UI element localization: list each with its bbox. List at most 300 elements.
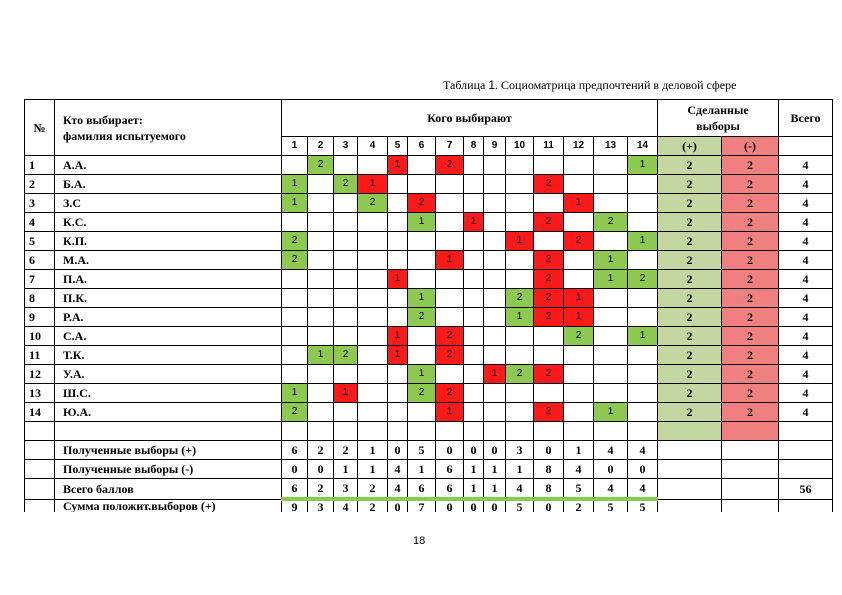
row-minus: 2 [722,213,779,232]
matrix-cell: 1 [564,289,594,308]
matrix-cell [408,232,436,251]
summary-row [25,460,833,479]
matrix-cell [436,213,464,232]
table-row [25,213,833,232]
matrix-cell: 2 [436,346,464,365]
matrix-cell [464,194,484,213]
empty-cell [506,422,534,441]
row-total: 4 [779,175,833,194]
matrix-cell [408,403,436,422]
summary-value: 1 [506,460,534,479]
summary-value: 4 [628,479,658,500]
table-row [25,384,833,403]
row-total: 4 [779,270,833,289]
matrix-cell [564,213,594,232]
matrix-cell: 2 [282,232,308,251]
matrix-cell [594,232,628,251]
empty-cell [564,422,594,441]
page-number: 18 [413,535,426,547]
matrix-cell [464,403,484,422]
matrix-cell [358,289,388,308]
summary-value: 1 [464,460,484,479]
matrix-cell [334,270,358,289]
matrix-cell [506,194,534,213]
row-total: 4 [779,365,833,384]
matrix-cell [564,156,594,175]
matrix-cell [388,403,408,422]
matrix-cell: 1 [594,403,628,422]
matrix-cell [436,194,464,213]
header-made-line2: выборы [696,119,740,133]
matrix-cell: 1 [594,251,628,270]
row-name: Ю.А. [55,403,282,422]
row-number: 5 [25,232,55,251]
matrix-cell: 2 [282,403,308,422]
matrix-cell [308,308,334,327]
summary-value: 8 [534,460,564,479]
header-who-line1: Кто выбирает: [63,112,143,127]
row-minus: 2 [722,232,779,251]
summary-row [25,441,833,460]
matrix-cell [534,232,564,251]
matrix-cell: 2 [534,365,564,384]
matrix-cell [484,156,506,175]
row-name: П.А. [55,270,282,289]
summary-value: 5 [506,499,534,512]
column-number: 4 [358,137,388,156]
column-number: 7 [436,137,464,156]
matrix-cell: 1 [436,403,464,422]
summary-value: 0 [534,441,564,460]
row-name: Р.А. [55,308,282,327]
row-number: 8 [25,289,55,308]
matrix-cell: 1 [282,194,308,213]
row-minus: 2 [722,346,779,365]
header-total-blank [779,137,833,156]
header-total: Всего [779,100,833,137]
matrix-cell: 2 [534,270,564,289]
table-row [25,194,833,213]
column-number: 5 [388,137,408,156]
summary-blank [25,460,55,479]
matrix-cell: 2 [436,384,464,403]
matrix-cell [308,251,334,270]
matrix-cell [358,346,388,365]
matrix-cell: 1 [282,384,308,403]
row-name: З.С [55,194,282,213]
matrix-cell [334,232,358,251]
matrix-cell: 1 [408,213,436,232]
row-number: 3 [25,194,55,213]
row-total: 4 [779,232,833,251]
matrix-cell [484,403,506,422]
header-row-1 [25,100,833,137]
matrix-cell [464,346,484,365]
matrix-cell [628,213,658,232]
row-plus: 2 [658,403,722,422]
matrix-cell [388,308,408,327]
matrix-cell [628,289,658,308]
row-number: 7 [25,270,55,289]
matrix-cell [484,232,506,251]
row-plus: 2 [658,327,722,346]
summary-value: 3 [308,499,334,512]
summary-value: 6 [282,441,308,460]
summary-empty [658,499,722,512]
matrix-cell: 1 [484,365,506,384]
caption-prefix: Таблица [443,78,489,92]
caption-text: . Социоматрица предпочтений в деловой сфере [495,78,737,92]
row-minus: 2 [722,156,779,175]
matrix-cell [506,270,534,289]
row-total: 4 [779,213,833,232]
summary-value: 0 [534,499,564,512]
row-plus: 2 [658,194,722,213]
matrix-cell [436,270,464,289]
matrix-cell: 2 [534,175,564,194]
summary-empty [658,441,722,460]
column-number: 9 [484,137,506,156]
matrix-cell: 2 [534,403,564,422]
summary-total [779,441,833,460]
matrix-cell: 1 [388,327,408,346]
matrix-cell [464,289,484,308]
summary-value: 0 [308,460,334,479]
row-minus: 2 [722,270,779,289]
empty-cell [55,422,282,441]
row-plus: 2 [658,156,722,175]
row-number: 9 [25,308,55,327]
summary-value: 4 [388,479,408,500]
summary-value: 2 [334,441,358,460]
summary-label: Всего баллов [55,479,282,500]
matrix-cell [358,251,388,270]
row-name: П.К. [55,289,282,308]
column-number: 13 [594,137,628,156]
summary-blank [25,479,55,500]
matrix-cell [564,270,594,289]
summary-value: 0 [388,441,408,460]
matrix-cell [334,194,358,213]
matrix-cell [594,327,628,346]
summary-blank [25,441,55,460]
matrix-cell [534,194,564,213]
summary-value: 1 [358,441,388,460]
matrix-cell [594,384,628,403]
matrix-cell [358,327,388,346]
matrix-cell [484,213,506,232]
row-total: 4 [779,327,833,346]
row-total: 4 [779,346,833,365]
matrix-cell [408,346,436,365]
table-row [25,365,833,384]
matrix-cell [388,194,408,213]
summary-empty [722,441,779,460]
summary-value: 2 [564,499,594,512]
matrix-cell [334,308,358,327]
matrix-cell [308,289,334,308]
row-number: 6 [25,251,55,270]
row-number: 1 [25,156,55,175]
matrix-cell [506,251,534,270]
matrix-cell [464,156,484,175]
matrix-cell [464,251,484,270]
row-minus: 2 [722,384,779,403]
empty-cell [25,422,55,441]
row-minus: 2 [722,289,779,308]
matrix-cell [628,175,658,194]
column-number: 12 [564,137,594,156]
matrix-cell [334,213,358,232]
table-row [25,175,833,194]
matrix-cell: 1 [388,270,408,289]
table-row [25,403,833,422]
summary-value: 1 [484,479,506,500]
summary-value: 2 [358,499,388,512]
matrix-cell [628,251,658,270]
row-name: У.А. [55,365,282,384]
matrix-cell [464,365,484,384]
matrix-cell: 2 [534,289,564,308]
matrix-cell [594,175,628,194]
matrix-cell: 1 [594,270,628,289]
empty-cell [282,422,308,441]
row-name: К.С. [55,213,282,232]
matrix-cell: 2 [308,156,334,175]
matrix-cell [594,156,628,175]
matrix-cell [308,270,334,289]
empty-cell [722,422,779,441]
matrix-cell: 1 [388,156,408,175]
summary-blank [25,499,55,512]
summary-value: 0 [628,460,658,479]
matrix-cell: 2 [534,251,564,270]
row-name: Б.А. [55,175,282,194]
header-plus: (+) [658,137,722,156]
row-number: 10 [25,327,55,346]
summary-value: 5 [408,441,436,460]
matrix-cell [628,384,658,403]
matrix-cell [408,270,436,289]
matrix-cell [594,289,628,308]
row-plus: 2 [658,289,722,308]
summary-total [779,499,833,512]
matrix-cell [436,365,464,384]
matrix-cell: 2 [408,308,436,327]
header-whom-chosen: Кого выбирают [282,100,658,137]
matrix-cell [282,308,308,327]
summary-empty [722,479,779,500]
matrix-cell [506,384,534,403]
matrix-cell [506,213,534,232]
table-row [25,289,833,308]
row-total: 4 [779,384,833,403]
matrix-cell [308,403,334,422]
matrix-cell: 2 [594,213,628,232]
summary-value: 6 [436,460,464,479]
matrix-cell [506,175,534,194]
row-minus: 2 [722,194,779,213]
matrix-cell [334,251,358,270]
row-total: 4 [779,403,833,422]
matrix-cell: 2 [506,289,534,308]
column-number: 1 [282,137,308,156]
matrix-cell [484,384,506,403]
matrix-cell [388,175,408,194]
row-name: Т.К. [55,346,282,365]
matrix-cell [564,403,594,422]
summary-value: 0 [464,499,484,512]
matrix-cell [484,175,506,194]
summary-value: 5 [628,499,658,512]
summary-value: 0 [484,499,506,512]
matrix-cell [334,289,358,308]
row-total: 4 [779,156,833,175]
column-number: 10 [506,137,534,156]
row-number: 4 [25,213,55,232]
summary-value: 8 [534,479,564,500]
column-number: 3 [334,137,358,156]
matrix-cell: 2 [534,308,564,327]
matrix-cell [388,365,408,384]
matrix-cell: 2 [564,232,594,251]
summary-row [25,499,833,512]
matrix-cell: 1 [334,384,358,403]
summary-value: 4 [594,479,628,500]
matrix-cell [628,403,658,422]
empty-cell [534,422,564,441]
row-number: 13 [25,384,55,403]
row-plus: 2 [658,308,722,327]
empty-cell [408,422,436,441]
summary-empty [658,479,722,500]
table-caption [443,78,736,93]
summary-value: 1 [358,460,388,479]
empty-cell [594,422,628,441]
separator-row [25,422,833,441]
matrix-cell [282,213,308,232]
header-minus: (-) [722,137,779,156]
summary-row [25,479,833,500]
summary-value: 4 [334,499,358,512]
matrix-cell: 1 [506,232,534,251]
row-total: 4 [779,194,833,213]
row-plus: 2 [658,270,722,289]
matrix-cell [308,213,334,232]
matrix-cell [358,384,388,403]
summary-value: 1 [464,479,484,500]
header-who-chooses [55,100,282,156]
matrix-cell: 1 [358,175,388,194]
summary-empty [722,460,779,479]
matrix-cell [282,289,308,308]
empty-cell [388,422,408,441]
matrix-cell: 2 [628,270,658,289]
table-row [25,308,833,327]
row-total: 4 [779,251,833,270]
matrix-cell [484,270,506,289]
matrix-cell [358,403,388,422]
row-total: 4 [779,308,833,327]
summary-value: 0 [464,441,484,460]
matrix-cell [594,365,628,384]
row-number: 2 [25,175,55,194]
matrix-cell: 1 [282,175,308,194]
row-minus: 2 [722,365,779,384]
row-name: С.А. [55,327,282,346]
matrix-cell [506,346,534,365]
matrix-cell [534,384,564,403]
matrix-cell [564,346,594,365]
matrix-cell [308,365,334,384]
matrix-cell [628,346,658,365]
matrix-cell [506,156,534,175]
matrix-cell: 2 [436,327,464,346]
matrix-cell [282,270,308,289]
row-number: 12 [25,365,55,384]
summary-value: 0 [282,460,308,479]
matrix-cell [628,194,658,213]
summary-value: 9 [282,499,308,512]
row-minus: 2 [722,251,779,270]
matrix-cell [628,308,658,327]
summary-value: 0 [436,441,464,460]
row-name: А.А. [55,156,282,175]
row-name: К.П. [55,232,282,251]
column-number: 8 [464,137,484,156]
caption-number: 1 [488,78,496,92]
summary-value: 4 [506,479,534,500]
row-minus: 2 [722,403,779,422]
row-plus: 2 [658,175,722,194]
summary-value: 1 [484,460,506,479]
summary-value: 2 [358,479,388,500]
matrix-cell: 2 [358,194,388,213]
summary-value: 2 [308,441,334,460]
matrix-cell [282,346,308,365]
table-row [25,251,833,270]
matrix-cell: 1 [436,251,464,270]
header-made-choices [658,100,779,137]
header-who-line2: фамилия испытуемого [63,128,186,143]
summary-value: 2 [308,479,334,500]
summary-value: 0 [436,499,464,512]
empty-cell [484,422,506,441]
table-row [25,156,833,175]
summary-value: 4 [628,441,658,460]
matrix-cell [334,327,358,346]
summary-label: Сумма положит.выборов (+) [55,499,282,512]
column-number: 2 [308,137,334,156]
row-number: 11 [25,346,55,365]
row-total: 4 [779,289,833,308]
matrix-cell: 1 [464,213,484,232]
matrix-cell [388,232,408,251]
empty-cell [436,422,464,441]
matrix-cell: 2 [564,327,594,346]
matrix-cell [564,384,594,403]
empty-cell [334,422,358,441]
summary-empty [722,499,779,512]
matrix-cell [334,403,358,422]
matrix-cell [564,175,594,194]
matrix-cell [564,365,594,384]
matrix-cell [484,308,506,327]
matrix-cell [464,270,484,289]
summary-value: 3 [506,441,534,460]
matrix-cell [358,365,388,384]
matrix-cell [594,346,628,365]
